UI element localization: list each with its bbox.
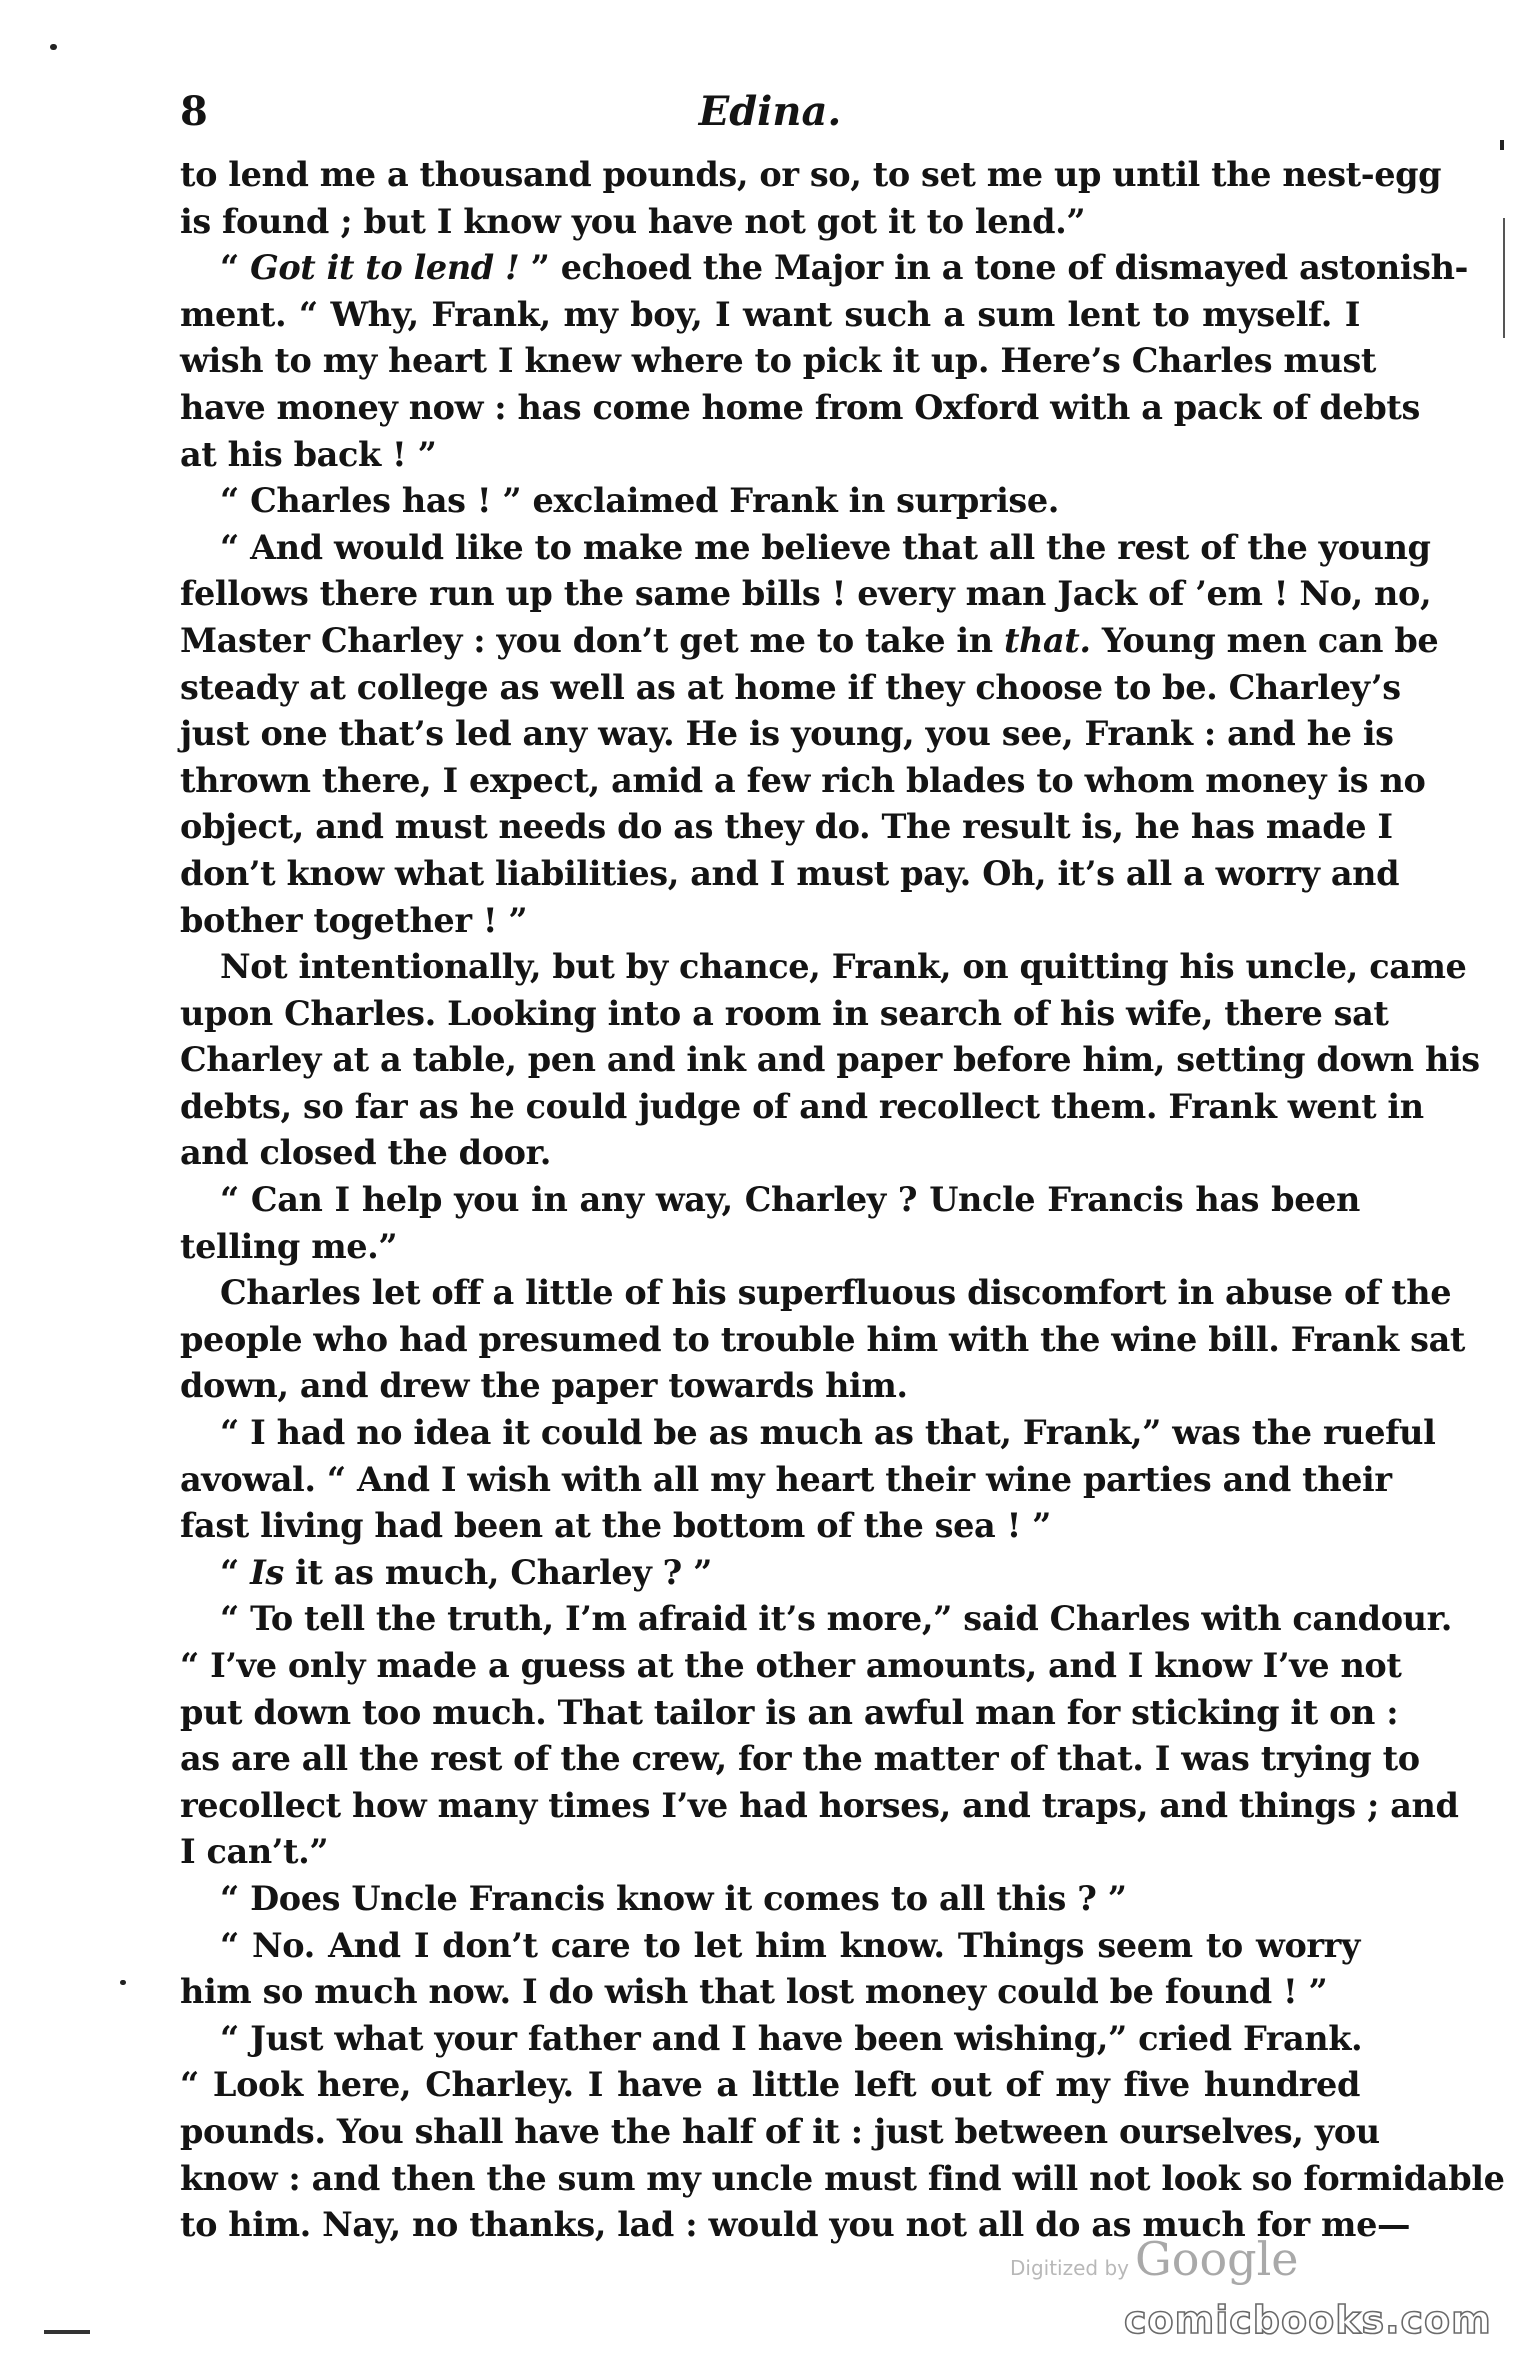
running-title: Edina. bbox=[698, 88, 842, 135]
text-line: telling me.” bbox=[180, 1226, 398, 1266]
text-line: steady at college as well as at home if they choose to be. Charley’s bbox=[180, 667, 1401, 707]
text-line: Charles let off a little of his superfluous discomfort in abuse of the bbox=[220, 1273, 1452, 1313]
scan-speck bbox=[1500, 140, 1504, 150]
text-line: I can’t.” bbox=[180, 1832, 329, 1872]
italic-word: that. bbox=[1003, 620, 1091, 660]
text-line: just one that’s led any way. He is young, you see, Frank : and he is bbox=[180, 714, 1394, 754]
page-header bbox=[180, 88, 1360, 148]
text-line: “ To tell the truth, I’m afraid it’s more,” said Charles with candour. bbox=[220, 1599, 1453, 1639]
text-line: don’t know what liabilities, and I must pay. Oh, it’s all a worry and bbox=[180, 853, 1400, 893]
text-line: fellows there run up the same bills ! every man Jack of ’em ! No, no, bbox=[180, 574, 1432, 614]
text-line: to lend me a thousand pounds, or so, to set me up until the nest-egg bbox=[180, 155, 1442, 194]
google-logo-text: Google bbox=[1135, 2232, 1299, 2286]
text-line: down, and drew the paper towards him. bbox=[180, 1366, 908, 1406]
text-line: at his back ! ” bbox=[180, 434, 437, 474]
text-line: thrown there, I expect, amid a few rich blades to whom money is no bbox=[180, 760, 1426, 800]
text-line: Not intentionally, but by chance, Frank, on quitting his uncle, came bbox=[220, 947, 1467, 987]
text-line: “ And would like to make me believe that all the rest of the young bbox=[220, 527, 1431, 567]
italic-word: Is bbox=[250, 1552, 284, 1592]
text-line: upon Charles. Looking into a room in search of his wife, there sat bbox=[180, 993, 1389, 1033]
text-line: “ Charles has ! ” exclaimed Frank in surprise. bbox=[220, 481, 1060, 521]
scan-speck bbox=[120, 1980, 126, 1985]
text-line: and closed the door. bbox=[180, 1133, 552, 1173]
scan-speck bbox=[44, 2330, 90, 2334]
text-line: recollect how many times I’ve had horses, and traps, and things ; and bbox=[180, 1785, 1459, 1825]
text-line: “ I’ve only made a guess at the other amounts, and I know I’ve not bbox=[180, 1646, 1402, 1685]
text-line: Charley at a table, pen and ink and paper before him, setting down his bbox=[180, 1040, 1480, 1080]
text-line: people who had presumed to trouble him with the wine bill. Frank sat bbox=[180, 1319, 1465, 1359]
text-line: debts, so far as he could judge of and recollect them. Frank went in bbox=[180, 1086, 1424, 1126]
text-line: “ No. And I don’t care to let him know. Things seem to worry bbox=[220, 1925, 1360, 1965]
text-line: bother together ! ” bbox=[180, 900, 528, 940]
scan-speck bbox=[50, 44, 57, 50]
text-line: as are all the rest of the crew, for the matter of that. I was trying to bbox=[180, 1739, 1420, 1779]
text-line: put down too much. That tailor is an awful man for sticking it on : bbox=[180, 1692, 1399, 1732]
text-line: wish to my heart I knew where to pick it up. Here’s Charles must bbox=[180, 341, 1376, 381]
text-line: Master Charley : you don’t get me to take in that. Young men can be bbox=[180, 620, 1439, 660]
text-line: have money now : has come home from Oxford with a pack of debts bbox=[180, 387, 1420, 427]
text-line: “ Is it as much, Charley ? ” bbox=[220, 1552, 713, 1592]
text-line: avowal. “ And I wish with all my heart their wine parties and their bbox=[180, 1459, 1392, 1499]
text-line: pounds. You shall have the half of it : just between ourselves, you bbox=[180, 2111, 1380, 2151]
text-line: “ Can I help you in any way, Charley ? Uncle Francis has been bbox=[220, 1180, 1360, 1220]
text-line: is found ; but I know you have not got it to lend.” bbox=[180, 201, 1086, 241]
text-line: “ Just what your father and I have been wishing,” cried Frank. bbox=[220, 2018, 1363, 2058]
text-line: know : and then the sum my uncle must find will not look so formidable bbox=[180, 2158, 1505, 2198]
text-line: “ I had no idea it could be as much as that, Frank,” was the rueful bbox=[220, 1413, 1436, 1453]
text-line: him so much now. I do wish that lost money could be found ! ” bbox=[180, 1972, 1328, 2012]
scan-speck bbox=[1503, 218, 1505, 338]
site-watermark: comicbooks.com bbox=[1124, 2298, 1492, 2342]
text-line: object, and must needs do as they do. The result is, he has made I bbox=[180, 807, 1393, 847]
text-line: “ Look here, Charley. I have a little left out of my five hundred bbox=[180, 2065, 1360, 2105]
text-line: “ Got it to lend ! ” echoed the Major in a tone of dismayed astonish- bbox=[220, 248, 1469, 288]
body-text bbox=[180, 152, 1505, 2249]
text-line: to him. Nay, no thanks, lad : would you not all do as much for me— bbox=[180, 2205, 1411, 2245]
italic-phrase: Got it to lend ! bbox=[250, 248, 520, 288]
google-watermark bbox=[1010, 2232, 1299, 2286]
text-line: “ Does Uncle Francis know it comes to all this ? ” bbox=[220, 1878, 1127, 1918]
page-number: 8 bbox=[180, 88, 208, 135]
text-line: fast living had been at the bottom of the sea ! ” bbox=[180, 1506, 1052, 1546]
text-line: ment. “ Why, Frank, my boy, I want such a sum lent to myself. I bbox=[180, 294, 1360, 334]
digitized-by-label: Digitized by bbox=[1010, 2256, 1129, 2280]
